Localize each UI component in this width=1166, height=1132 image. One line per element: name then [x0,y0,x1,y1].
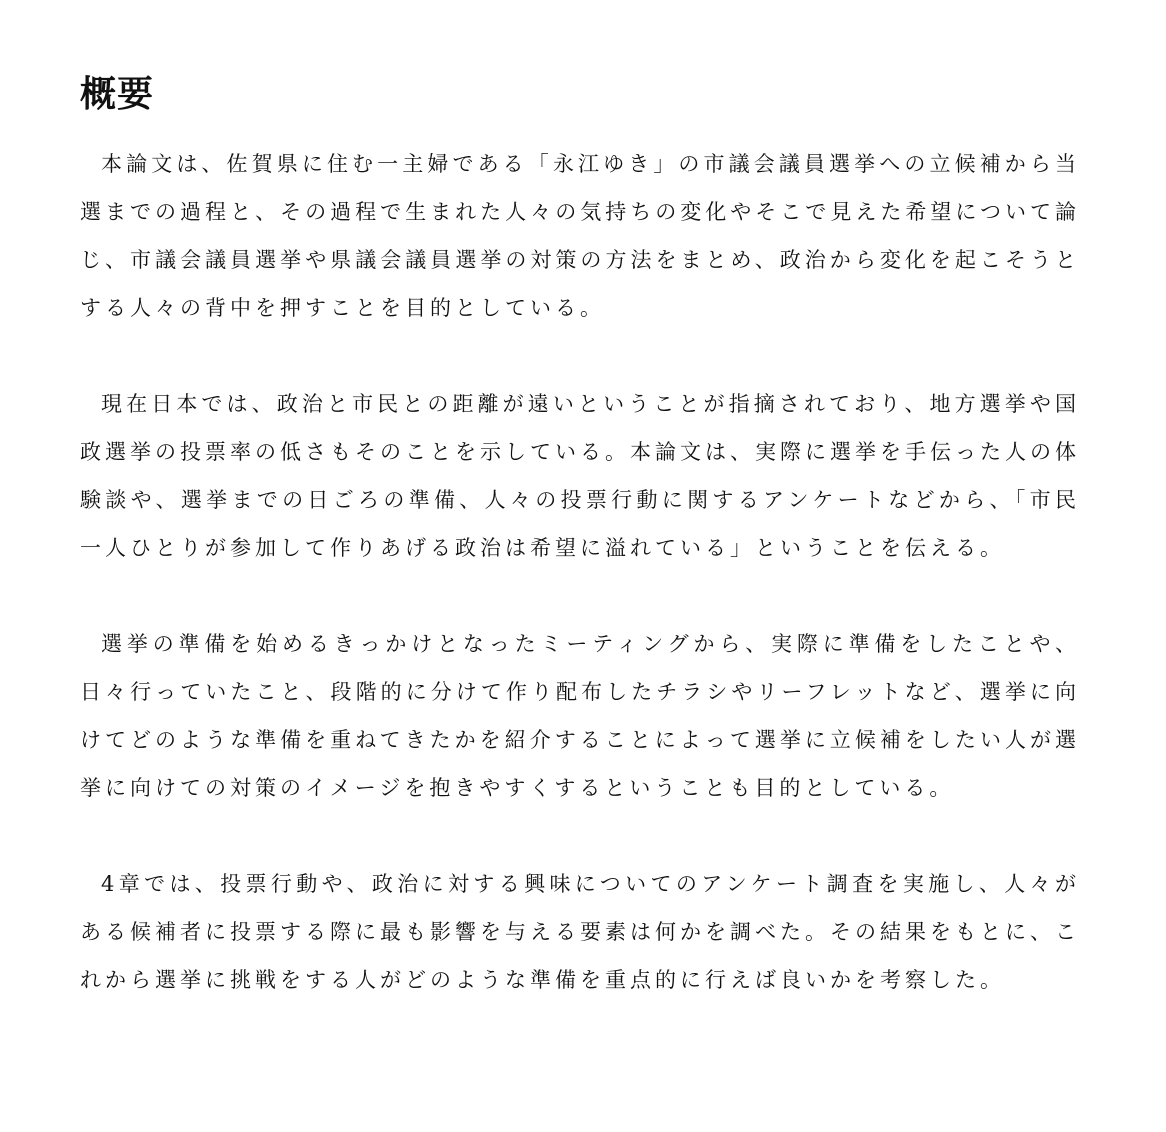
paragraph-4: 4章では、投票行動や、政治に対する興味についてのアンケート調査を実施し、人々がある候補者に投票する際に最も影響を与える要素は何かを調べた。その結果をもとに、これから選挙に挑戦をする人がどのような準備を重点的に行えば良いかを考察した。 [80,872,1080,992]
paragraph-1: 本論文は、佐賀県に住む一主婦である「永江ゆき」の市議会議員選挙への立候補から当選までの過程と、その過程で生まれた人々の気持ちの変化やそこで見えた希望について論じ、市議会議員選挙や県議会議員選挙の対策の方法をまとめ、政治から変化を起こそうとする人々の背中を押すことを目的としている。 [80,152,1081,320]
paragraph-3: 選挙の準備を始めるきっかけとなったミーティングから、実際に準備をしたことや、日々行っていたこと、段階的に分けて作り配布したチラシやリーフレットなど、選挙に向けてどのような準備を重ねてきたかを紹介することによって選挙に立候補をしたい人が選挙に向けての対策のイメージを抱きやすくするということも目的としている。 [80,632,1080,800]
page-title: 概要 [80,73,155,115]
paragraph-2: 現在日本では、政治と市民との距離が遠いということが指摘されており、地方選挙や国政選挙の投票率の低さもそのことを示している。本論文は、実際に選挙を手伝った人の体験談や、選挙までの日ごろの準備、人々の投票行動に関するアンケートなどから、「市民一人ひとりが参加して作りあげる政治は希望に溢れている」ということを伝える。 [80,392,1080,560]
document-page [80,68,1080,1052]
